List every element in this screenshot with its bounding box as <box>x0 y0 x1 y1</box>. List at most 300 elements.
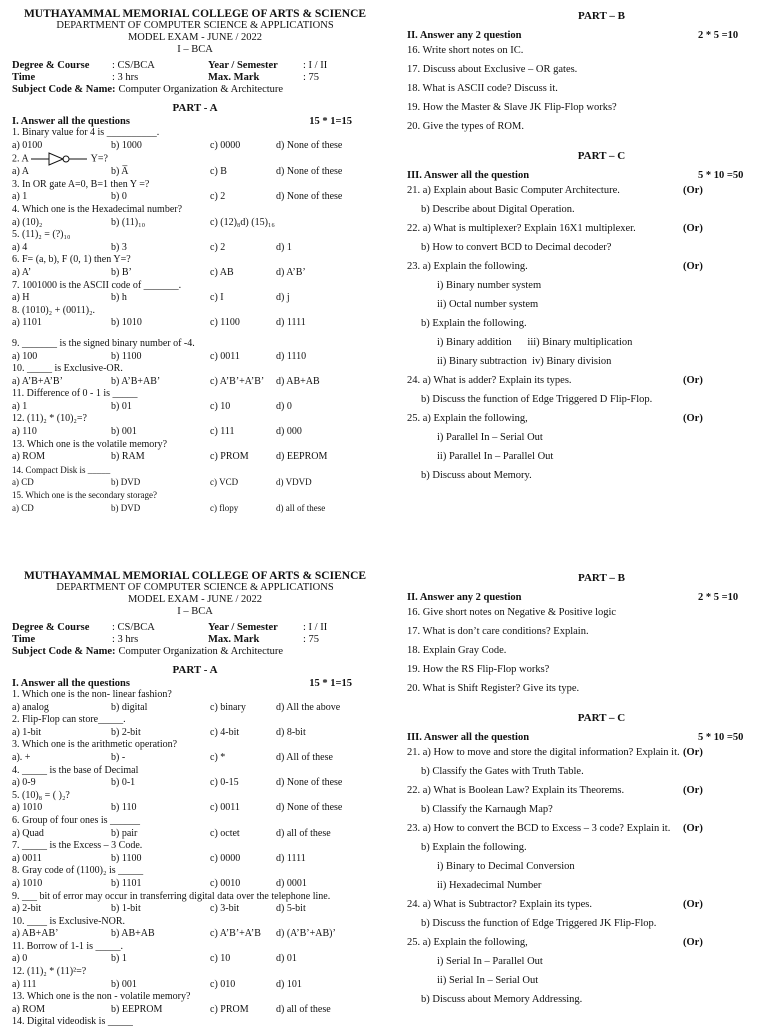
option-d: d) j <box>276 292 290 304</box>
option-b: b) 0 <box>111 191 127 203</box>
question-text <box>12 152 390 166</box>
option-c: c) PROM <box>210 1003 249 1015</box>
option-a: a) 1101 <box>12 317 42 329</box>
options-row <box>12 752 390 765</box>
subject-value: Computer Organization & Architecture <box>118 646 284 657</box>
c-marks: 5 * 10 =50 <box>698 170 744 181</box>
option-a: a) analog <box>12 701 49 713</box>
part-c-question <box>407 257 768 276</box>
or-label: (Or) <box>683 185 703 196</box>
part-c-question <box>407 295 768 314</box>
option-b: b) 01 <box>111 400 132 412</box>
part-a-title: PART - A <box>172 102 218 114</box>
option-d: d) None of these <box>276 777 343 789</box>
question-text: 25. a) Explain the following, <box>407 937 528 948</box>
part-b-question: 17. What is don’t care conditions? Explain. <box>407 626 589 637</box>
department: DEPARTMENT OF COMPUTER SCIENCE & APPLICATIONS <box>56 20 334 31</box>
subject-label: Subject Code & Name: <box>12 84 116 95</box>
options-row <box>12 502 390 515</box>
option-c: c) 0010 <box>210 877 241 889</box>
option-c: c) PROM <box>210 451 249 463</box>
option-b: b) DVD <box>111 477 141 488</box>
question-stem: 12. (11)₂ * (10)₂=? <box>12 413 87 425</box>
options-row <box>12 217 390 230</box>
option-c: c) 0000 <box>210 139 241 151</box>
option-b: b) 1100 <box>111 852 142 864</box>
subject-value: Computer Organization & Architecture <box>118 84 284 95</box>
question-stem: 7. 1001000 is the ASCII code of _______. <box>12 279 182 291</box>
option-d: d) None of these <box>276 191 343 203</box>
option-c: c) octet <box>210 827 240 839</box>
option-a: a) ROM <box>12 1003 46 1015</box>
options-row <box>12 802 390 815</box>
option-d: d) 0001 <box>276 877 307 889</box>
question-text <box>12 966 390 979</box>
option-d: d) All of these <box>276 751 333 763</box>
paper1-part-a <box>0 0 390 540</box>
or-label: (Or) <box>683 785 703 796</box>
class-name: I – BCA <box>177 44 213 55</box>
exam-title: MODEL EXAM - JUNE / 2022 <box>127 32 263 43</box>
options-row <box>12 317 390 330</box>
or-label: (Or) <box>683 747 703 758</box>
part-c-title: PART – C <box>577 150 626 162</box>
part-c-instruction <box>395 732 768 743</box>
question-stem: 2. A <box>12 153 29 165</box>
options-row <box>12 376 390 389</box>
question-stem: 14. Digital videodisk is _____ <box>12 1016 133 1028</box>
options-row <box>12 426 390 439</box>
exam-meta <box>0 60 390 96</box>
part-b-question: 19. How the RS Flip-Flop works? <box>407 664 550 675</box>
question-text <box>12 941 390 954</box>
question-text: b) Discuss about Memory Addressing. <box>421 994 583 1005</box>
part-c-list <box>395 743 768 1009</box>
question-text <box>12 815 390 828</box>
option-b: b) RAM <box>111 451 145 463</box>
question-text: 24. a) What is Subtractor? Explain its types. <box>407 899 592 910</box>
b-instr: II. Answer any 2 question <box>407 592 522 603</box>
option-d: d) 101 <box>276 978 302 990</box>
or-label: (Or) <box>683 223 703 234</box>
part-c-question <box>407 762 768 781</box>
part-c-question <box>407 933 768 952</box>
part-c-instruction <box>395 170 768 181</box>
question-text <box>12 280 390 293</box>
question-stem: 9. _______ is the signed binary number of -4. <box>12 337 195 349</box>
question-text: i) Binary addition iii) Binary multiplication <box>437 337 633 348</box>
part-b-title: PART – B <box>578 10 625 22</box>
c-marks: 5 * 10 =50 <box>698 732 744 743</box>
time-label: Time <box>12 72 36 83</box>
or-label: (Or) <box>683 823 703 834</box>
option-d: d) None of these <box>276 166 343 178</box>
question-stem: 1. Which one is the non- linear fashion? <box>12 689 172 700</box>
part-c-title: PART – C <box>577 712 626 724</box>
option-a: a). + <box>12 751 31 763</box>
question-text: ii) Serial In – Serial Out <box>437 975 539 986</box>
question-text: i) Parallel In – Serial Out <box>437 432 543 443</box>
degree-value: : CS/BCA <box>112 60 155 71</box>
option-b: b) 1101 <box>111 877 142 889</box>
paper1-part-bc <box>395 0 768 540</box>
department: DEPARTMENT OF COMPUTER SCIENCE & APPLICATIONS <box>56 582 334 593</box>
part-c-question <box>407 819 768 838</box>
question-stem: 6. Group of four ones is ______ <box>12 814 141 826</box>
option-d: d) All the above <box>276 701 341 713</box>
part-b-question: 18. Explain Gray Code. <box>407 645 507 656</box>
or-label: (Or) <box>683 413 703 424</box>
option-c: c) 2 <box>210 241 226 253</box>
question-text: b) Discuss the function of Edge Triggered D Flip-Flop. <box>421 394 653 405</box>
part-c-question <box>407 800 768 819</box>
part-c-question <box>407 743 768 762</box>
option-b: b) 1-bit <box>111 903 141 915</box>
option-d: d) 1111 <box>276 317 306 329</box>
option-b: b) DVD <box>111 502 141 513</box>
mark-label: Max. Mark <box>208 634 260 645</box>
option-c: c) 111 <box>210 426 235 438</box>
college-name: MUTHAYAMMAL MEMORIAL COLLEGE OF ARTS & SCIENCE <box>23 570 367 582</box>
option-b: b) AB+AB <box>111 928 155 940</box>
option-b: b) h <box>111 292 127 304</box>
question-stem: 13. Which one is the non - volatile memory? <box>12 991 191 1003</box>
question-text <box>12 179 390 192</box>
option-a: a) CD <box>12 502 34 513</box>
question-text <box>12 765 390 778</box>
options-row <box>12 166 390 179</box>
option-a: a) 2-bit <box>12 903 42 915</box>
option-d: d) all of these <box>276 827 331 839</box>
part-b-question: 20. What is Shift Register? Give its type. <box>407 683 580 694</box>
question-text <box>12 229 390 242</box>
question-stem: 4. Which one is the Hexadecimal number? <box>12 203 183 215</box>
part-c-question <box>407 876 768 895</box>
question-text: 24. a) What is adder? Explain its types. <box>407 375 572 386</box>
part-c-question <box>407 914 768 933</box>
options-row <box>12 953 390 966</box>
question-stem: 11. Borrow of 1-1 is _____. <box>12 940 124 952</box>
options-row <box>12 828 390 841</box>
or-label: (Or) <box>683 375 703 386</box>
option-b: b) 1000 <box>111 139 142 151</box>
option-d: d) all of these <box>276 1003 331 1015</box>
part-c-question <box>407 333 768 352</box>
part-a-title: PART - A <box>172 664 218 676</box>
option-b: b) - <box>111 751 126 763</box>
option-b: b) 110 <box>111 802 137 814</box>
option-a: a) H <box>12 292 30 304</box>
option-b: b) 001 <box>111 978 137 990</box>
question-text <box>12 689 390 702</box>
option-c: c) VCD <box>210 477 239 488</box>
option-a: a) A <box>12 166 29 178</box>
option-a: a) 100 <box>12 350 38 362</box>
options-row <box>12 351 390 364</box>
question-stem: 3. In OR gate A=0, B=1 then Y =? <box>12 178 150 190</box>
part-c-question <box>407 314 768 333</box>
question-stem: 3. Which one is the arithmetic operation? <box>12 739 178 751</box>
year-label: Year / Semester <box>208 60 278 71</box>
option-b: b) 3 <box>111 241 127 253</box>
part-c-question <box>407 952 768 971</box>
exam-meta <box>0 622 390 658</box>
option-d: d) None of these <box>276 802 343 814</box>
option-d: d) (A’B’+AB)’ <box>276 928 336 940</box>
question-stem: 1. Binary value for 4 is __________. <box>12 127 160 138</box>
option-c: c) 0000 <box>210 852 241 864</box>
question-text: 21. a) Explain about Basic Computer Architecture. <box>407 185 620 196</box>
question-stem: 7. _____ is the Excess – 3 Code. <box>12 840 143 852</box>
part-b-question: 20. Give the types of ROM. <box>407 121 524 132</box>
option-c: c) 10 <box>210 400 231 412</box>
option-b: b) EEPROM <box>111 1003 163 1015</box>
option-b: b) 0-1 <box>111 777 136 789</box>
option-a: a) 4 <box>12 241 28 253</box>
c-instr: III. Answer all the question <box>407 170 530 181</box>
option-a: a) 111 <box>12 978 37 990</box>
part-c-question <box>407 781 768 800</box>
question-stem: 5. (10)₈ = ( )₂? <box>12 789 70 801</box>
question-text <box>12 439 390 452</box>
option-c: c) I <box>210 292 224 304</box>
year-label: Year / Semester <box>208 622 278 633</box>
b-marks: 2 * 5 =10 <box>698 592 739 603</box>
option-d: d) A’B’ <box>276 266 306 278</box>
question-text <box>12 413 390 426</box>
part-c-question <box>407 428 768 447</box>
year-value: : I / II <box>303 60 328 71</box>
question-text: 25. a) Explain the following, <box>407 413 528 424</box>
option-c: c) AB <box>210 266 234 278</box>
option-a: a) 0011 <box>12 852 42 864</box>
question-text <box>12 891 390 904</box>
options-row <box>12 242 390 255</box>
option-b: b) digital <box>111 701 148 713</box>
part-b-question: 17. Discuss about Exclusive – OR gates. <box>407 64 578 75</box>
question-stem: 13. Which one is the volatile memory? <box>12 438 168 450</box>
mark-value: : 75 <box>303 72 320 83</box>
option-c: c) 0011 <box>210 802 240 814</box>
option-a: a) 0100 <box>12 139 43 151</box>
part-c-question <box>407 219 768 238</box>
option-d: d) VDVD <box>276 477 312 488</box>
mark-label: Max. Mark <box>208 72 260 83</box>
option-d: d) AB+AB <box>276 375 320 387</box>
question-stem: 9. ___ bit of error may occur in transferring digital data over the telephone line. <box>12 890 331 902</box>
part-c-question <box>407 466 768 485</box>
question-text <box>12 840 390 853</box>
part-c-question <box>407 390 768 409</box>
spacer <box>12 330 390 338</box>
question-text <box>12 790 390 803</box>
option-d <box>276 217 356 230</box>
part-c-question <box>407 895 768 914</box>
options-row <box>12 451 390 464</box>
option-a: a) 110 <box>12 426 37 438</box>
option-a: a) 1010 <box>12 877 43 889</box>
options-row <box>12 702 390 715</box>
b-instr: II. Answer any 2 question <box>407 30 522 41</box>
part-c-question <box>407 371 768 390</box>
or-label: (Or) <box>683 899 703 910</box>
option-b: b) 1010 <box>111 317 142 329</box>
option-b: b) A̅ <box>111 166 129 178</box>
question-text: ii) Hexadecimal Number <box>437 880 542 891</box>
option-d: d) EEPROM <box>276 451 328 463</box>
question-stem: 14. Compact Disk is _____ <box>12 464 111 475</box>
question-text <box>12 1016 390 1029</box>
question-text <box>12 363 390 376</box>
question-list <box>0 127 390 514</box>
option-b: b) 001 <box>111 426 137 438</box>
option-c: c) 0-15 <box>210 777 239 789</box>
part-c-question <box>407 971 768 990</box>
time-value: : 3 hrs <box>112 72 139 83</box>
option-a: a) 0-9 <box>12 777 36 789</box>
instr-marks: 15 * 1=15 <box>309 116 352 127</box>
option-a: a) (10)₂ <box>12 216 43 228</box>
question-stem: 11. Difference of 0 - 1 is _____ <box>12 388 138 400</box>
question-text: ii) Parallel In – Parallel Out <box>437 451 554 462</box>
question-text <box>12 489 390 502</box>
option-b: b) pair <box>111 827 138 839</box>
question-stem: 6. F= (a, b), F (0, 1) then Y=? <box>12 254 131 266</box>
options-row <box>12 878 390 891</box>
option-c: c) binary <box>210 701 246 713</box>
question-text <box>12 338 390 351</box>
question-text <box>12 388 390 401</box>
question-text: b) Explain the following. <box>421 318 527 329</box>
option-a: a) Quad <box>12 827 44 839</box>
option-d: d) all of these <box>276 502 326 513</box>
paper2-part-bc <box>395 562 768 1024</box>
question-text <box>12 865 390 878</box>
option-a: a) 1010 <box>12 802 43 814</box>
option-c: c) A’B’+A’B <box>210 928 261 940</box>
question-stem: 10. _____ is Exclusive-OR. <box>12 363 123 375</box>
year-value: : I / II <box>303 622 328 633</box>
option-a: a) A’ <box>12 266 32 278</box>
option-d: d) 5-bit <box>276 903 306 915</box>
option-c: c) 1100 <box>210 317 240 329</box>
option-d: d) 1110 <box>276 350 307 362</box>
question-stem: 8. Gray code of (1100)₂ is _____ <box>12 865 144 877</box>
option-c: c) 010 <box>210 978 236 990</box>
part-c-question <box>407 838 768 857</box>
part-c-question <box>407 857 768 876</box>
option-b: b) 1 <box>111 953 127 965</box>
option-a: a) 1 <box>12 400 28 412</box>
options-row <box>12 476 390 489</box>
part-c-question <box>407 181 768 200</box>
part-b-question: 18. What is ASCII code? Discuss it. <box>407 83 558 94</box>
option-c: c) (12)₈d) (15)₁₆ <box>210 216 275 228</box>
question-stem: 8. (1010)₂ + (0011)₂. <box>12 304 96 316</box>
degree-value: : CS/BCA <box>112 622 155 633</box>
question-text: i) Binary to Decimal Conversion <box>437 861 575 872</box>
question-text: 23. a) Explain the following. <box>407 261 528 272</box>
option-c: c) 2 <box>210 191 226 203</box>
question-text: ii) Binary subtraction iv) Binary division <box>437 356 612 367</box>
options-row <box>12 292 390 305</box>
option-d: d) 8-bit <box>276 726 306 738</box>
option-a: a) A’B+A’B’ <box>12 375 63 387</box>
class-name: I – BCA <box>177 606 213 617</box>
question-text: 21. a) How to move and store the digital information? Explain it. <box>407 747 680 758</box>
option-c: c) 3-bit <box>210 903 240 915</box>
option-d: d) 1111 <box>276 852 306 864</box>
options-row <box>12 979 390 992</box>
question-stem: 10. ____ is Exclusive-NOR. <box>12 915 126 927</box>
question-text: b) Classify the Karnaugh Map? <box>421 804 553 815</box>
options-row <box>12 267 390 280</box>
question-text: 22. a) What is Boolean Law? Explain its Theorems. <box>407 785 625 796</box>
question-text <box>12 254 390 267</box>
option-c: c) 4-bit <box>210 726 240 738</box>
option-c: c) flopy <box>210 502 239 513</box>
part-b-title: PART – B <box>578 572 625 584</box>
option-c: c) * <box>210 751 226 763</box>
question-stem: 5. (11)₂ = (?)₁₀ <box>12 229 71 241</box>
question-text <box>12 991 390 1004</box>
question-text: 22. a) What is multiplexer? Explain 16X1 multiplexer. <box>407 223 636 234</box>
part-c-question <box>407 276 768 295</box>
option-c: c) B <box>210 166 227 178</box>
question-stem: 4. _____ is the base of Decimal <box>12 764 139 776</box>
part-b-question: 16. Give short notes on Negative & Positive logic <box>407 607 617 618</box>
question-output: Y=? <box>90 153 108 165</box>
part-c-question <box>407 447 768 466</box>
part-b-list <box>395 41 768 136</box>
part-b-question: 16. Write short notes on IC. <box>407 45 524 56</box>
degree-label: Degree & Course <box>12 60 90 71</box>
question-text <box>12 739 390 752</box>
question-text <box>12 714 390 727</box>
question-text: b) Discuss the function of Edge Triggered JK Flip-Flop. <box>421 918 657 929</box>
options-row <box>12 777 390 790</box>
options-row <box>12 1004 390 1017</box>
option-c: c) 0011 <box>210 350 240 362</box>
part-c-list <box>395 181 768 485</box>
not-gate-icon <box>31 152 89 166</box>
part-b-instruction <box>395 592 768 603</box>
option-a: a) 1-bit <box>12 726 42 738</box>
c-instr: III. Answer all the question <box>407 732 530 743</box>
mark-value: : 75 <box>303 634 320 645</box>
or-label: (Or) <box>683 937 703 948</box>
option-b: b) A’B+AB’ <box>111 375 161 387</box>
option-d: d) 1 <box>276 241 292 253</box>
question-text: b) How to convert BCD to Decimal decoder? <box>421 242 612 253</box>
option-a: a) AB+AB’ <box>12 928 59 940</box>
degree-label: Degree & Course <box>12 622 90 633</box>
option-a: a) 1 <box>12 191 28 203</box>
part-a-instruction <box>0 116 390 127</box>
options-row <box>12 853 390 866</box>
option-b: b) 2-bit <box>111 726 141 738</box>
question-text <box>12 916 390 929</box>
option-c: c) 10 <box>210 953 231 965</box>
question-stem: 12. (11)₂ * (11)²=? <box>12 966 87 978</box>
part-c-question <box>407 200 768 219</box>
question-text <box>12 127 390 140</box>
part-b-instruction <box>395 30 768 41</box>
options-row <box>12 727 390 740</box>
exam-title: MODEL EXAM - JUNE / 2022 <box>127 594 263 605</box>
option-d: d) 01 <box>276 953 297 965</box>
option-c: c) A’B’+A’B’ <box>210 375 265 387</box>
